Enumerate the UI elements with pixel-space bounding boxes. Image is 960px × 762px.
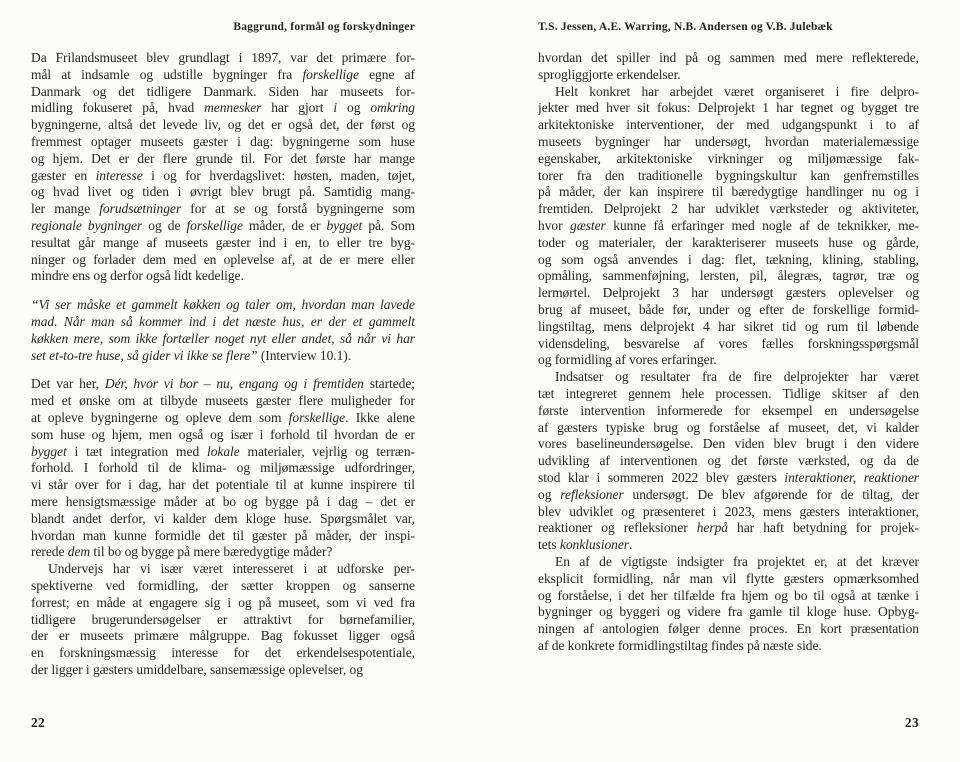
text-line: Helt konkret har arbejdet været organiseret i fire delpro- bbox=[555, 83, 919, 99]
text-line: og hvad livet og tiden i øvrigt blev brugt på. Samtidig mang- bbox=[31, 184, 415, 200]
text-line: midling fokuseret på, hvad mennesker har gjort i og omkring bbox=[31, 100, 415, 116]
text-line: fremmest optager museets gæster i dag: bygningerne som huse bbox=[31, 133, 415, 149]
right-page-body bbox=[538, 50, 919, 655]
text-line: Da Frilandsmuseet blev grundlagt i 1897, var det primære for- bbox=[31, 50, 415, 65]
text-line: mere hensigtsmæssige måder at bo og bygge på i dag – det er bbox=[31, 493, 415, 509]
paragraph bbox=[31, 561, 415, 679]
text-line: mad. Når man så kommer ind i det næste hus, er der et gammelt bbox=[31, 313, 415, 329]
text-line: jekter med hver sit fokus: Delprojekt 1 har tegnet og bygget tre bbox=[538, 100, 919, 116]
paragraph bbox=[31, 376, 415, 561]
text-line: tidligere brugerundersøgelser er attraktivt for børnefamilier, bbox=[31, 611, 415, 627]
text-line: forhold. I forhold til de klima- og miljømæssige udfordringer, bbox=[31, 460, 415, 476]
text-line: bygget i tæt integration med lokale materialer, vejrlig og terræn- bbox=[31, 443, 415, 459]
text-line: hvordan det spiller ind på og sammen med mere reflekterede, bbox=[538, 50, 919, 65]
text-line: og som også anvendes i dag: flet, tækning, klining, stabling, bbox=[538, 251, 919, 267]
text-line: der ligger i gæsters umiddelbare, sansemæssige oplevelser, og bbox=[31, 661, 363, 677]
text-line: toder og materialer, der karakteriserer museets huse og gårde, bbox=[538, 234, 919, 250]
text-line: museets bygninger har undersøgt, hvordan materialemæssige bbox=[538, 133, 919, 149]
left-page-body bbox=[31, 50, 415, 679]
text-line: på måder, der kan inspirere til bæredygtige handlinger nu og i bbox=[538, 184, 919, 200]
running-header-left: Baggrund, formål og forskydninger bbox=[233, 21, 415, 33]
text-line: Det var her, Dér, hvor vi bor – nu, engang og i fremtiden startede; bbox=[31, 376, 415, 392]
text-line: arkitektoniske interventioner, der med udgangspunkt i to af bbox=[538, 117, 919, 133]
text-line: ler mange forudsætninger for at se og forstå bygningerne som bbox=[31, 201, 415, 217]
text-line: Indsatser og resultater fra de fire delprojekter har været bbox=[555, 369, 919, 385]
text-line: spektiverne ved formidling, der sætter kroppen og sanserne bbox=[31, 577, 415, 593]
text-line: fremtiden. Delprojekt 2 har udviklet værksteder og aktiviteter, bbox=[538, 201, 919, 217]
page-number-left: 22 bbox=[31, 715, 46, 730]
text-line: køkken mere, som ikke fortæller noget nyt eller andet, så når vi har bbox=[31, 330, 415, 346]
text-line: tets konklusioner. bbox=[538, 537, 633, 553]
text-line: ninger og forlader dem med en oplevelse af, at de er mere eller bbox=[31, 251, 415, 267]
text-line: eksplicit formidling, når man vil flytte gæsters opmærksomhed bbox=[538, 570, 919, 586]
text-line: med et ønske om at tilbyde museets gæster flere muligheder for bbox=[31, 393, 415, 409]
text-line: og refleksioner undersøgt. De blev afgørende for de tiltag, der bbox=[538, 486, 919, 502]
text-line: og hjem. Det er der flere grunde til. For det første har mange bbox=[31, 150, 415, 166]
text-line: rerede dem til bo og bygge på mere bæredygtige måder? bbox=[31, 544, 333, 560]
text-line: vores baselineundersøgelse. Den viden blev brugt i den videre bbox=[538, 436, 919, 452]
text-line: lingstiltag, mens delprojekt 4 har sikret tid og rum til løbende bbox=[538, 318, 919, 334]
paragraph bbox=[538, 84, 919, 370]
text-line: bygningerne, altså det levede liv, og det er også det, der først og bbox=[31, 117, 415, 133]
text-line: at opleve bygningerne og opleve dem som forskellige. Ikke alene bbox=[31, 409, 415, 425]
text-line: opmåling, sammenføjning, lersten, pil, ålegræs, tagrør, træ og bbox=[538, 268, 919, 284]
paragraph bbox=[31, 50, 415, 285]
text-line: vi står over for i dag, har det potentiale til at kunne inspirere til bbox=[31, 477, 415, 493]
paragraph bbox=[538, 554, 919, 655]
paragraph bbox=[538, 50, 919, 84]
text-line: resultat går mange af museets gæster ind i en, to eller tre byg- bbox=[31, 234, 415, 250]
text-line: som huse og hjem, men også og især i forhold til hvordan de er bbox=[31, 426, 415, 442]
paragraph bbox=[31, 297, 415, 364]
page-number-right: 23 bbox=[904, 715, 919, 730]
text-line: reaktioner og refleksioner herpå har haft betydning for projek- bbox=[538, 520, 919, 536]
text-line: mål at indsamle og udstille bygninger fra forskellige egne af bbox=[31, 66, 415, 82]
text-line: lermørtel. Delprojekt 3 har undersøgt gæsters oplevelser og bbox=[538, 285, 919, 301]
text-line: en forskningsmæssig interesse for det erkendelsespotentiale, bbox=[31, 645, 415, 661]
text-line: forrest; en måde at engagere sig i og på museet, som vi ved fra bbox=[31, 594, 415, 610]
text-line: Danmark og det tidligere Danmark. Siden har museets for- bbox=[31, 83, 415, 99]
text-line: hvor gæster kunne få erfaringer med nogle af de teknikker, me- bbox=[538, 217, 919, 233]
text-line: mindre ens og derfor også lidt kedelige. bbox=[31, 268, 244, 284]
text-line: sprogliggjorte erkendelser. bbox=[538, 66, 681, 82]
text-line: brug af museet, både før, under og efter de forskellige formid- bbox=[538, 301, 919, 317]
right-page bbox=[538, 0, 919, 762]
text-line: første intervention informerede for eksempel en undersøgelse bbox=[538, 402, 919, 418]
text-line: udvikling af interventionen og det første værksted, og da de bbox=[538, 453, 919, 469]
text-line: ningen af antologien følger denne proces. En kort præsentation bbox=[538, 621, 919, 637]
text-line: gæster en interesse i og for hverdagslivet: høsten, maden, tøjet, bbox=[31, 167, 415, 183]
text-line: hvordan man kunne formidle det til gæster på måder, der inspi- bbox=[31, 527, 415, 543]
text-line: torer fra den traditionelle bygningskultur kan genfremstilles bbox=[538, 167, 919, 183]
text-line: set et-to-tre huse, så gider vi ikke se flere” (Interview 10.1). bbox=[31, 347, 352, 363]
text-line: vidensdeling, besvarelse af vores fælles forskningsspørgsmål bbox=[538, 335, 919, 351]
text-line: blev udviklet og præsenteret i 2023, mens gæsters interaktioner, bbox=[538, 503, 919, 519]
text-line: En af de vigtigste indsigter fra projektet er, at det kræver bbox=[555, 553, 919, 569]
text-line: tæt integreret gennem hele processen. Tidlige skitser af den bbox=[538, 385, 919, 401]
paragraph bbox=[538, 369, 919, 554]
text-line: og formidling af vores erfaringer. bbox=[538, 352, 717, 368]
text-line: Undervejs har vi især været interesseret i at udforske per- bbox=[48, 561, 415, 577]
text-line: regionale bygninger og de forskellige måder, de er bygget på. Som bbox=[31, 217, 415, 233]
text-line: af gæsters typiske brug og forståelse af museet, det, vi kalder bbox=[538, 419, 919, 435]
left-page bbox=[31, 0, 415, 762]
text-line: bygninger og byggeri og videre fra gamle til kloge huse. Opbyg- bbox=[538, 604, 919, 620]
running-header-right: T.S. Jessen, A.E. Warring, N.B. Andersen og V.B. Julebæk bbox=[538, 21, 833, 33]
text-line: og forståelse, i det her tilfælde fra hjem og bo til også at tænke i bbox=[538, 587, 919, 603]
text-line: blandt andet derfor, vi kalder dem kloge huse. Spørgsmålet var, bbox=[31, 510, 415, 526]
text-line: der er museets primære målgruppe. Bag fokusset ligger også bbox=[31, 628, 415, 644]
text-line: stod klar i sommeren 2022 blev gæsters interaktioner, reaktioner bbox=[538, 469, 919, 485]
text-line: egenskaber, arkitektoniske virkninger og miljømæssige fak- bbox=[538, 150, 919, 166]
text-line: “Vi ser måske et gammelt køkken og taler om, hvordan man lavede bbox=[31, 297, 415, 313]
text-line: af de konkrete formidlingstiltag findes på næste side. bbox=[538, 637, 822, 653]
